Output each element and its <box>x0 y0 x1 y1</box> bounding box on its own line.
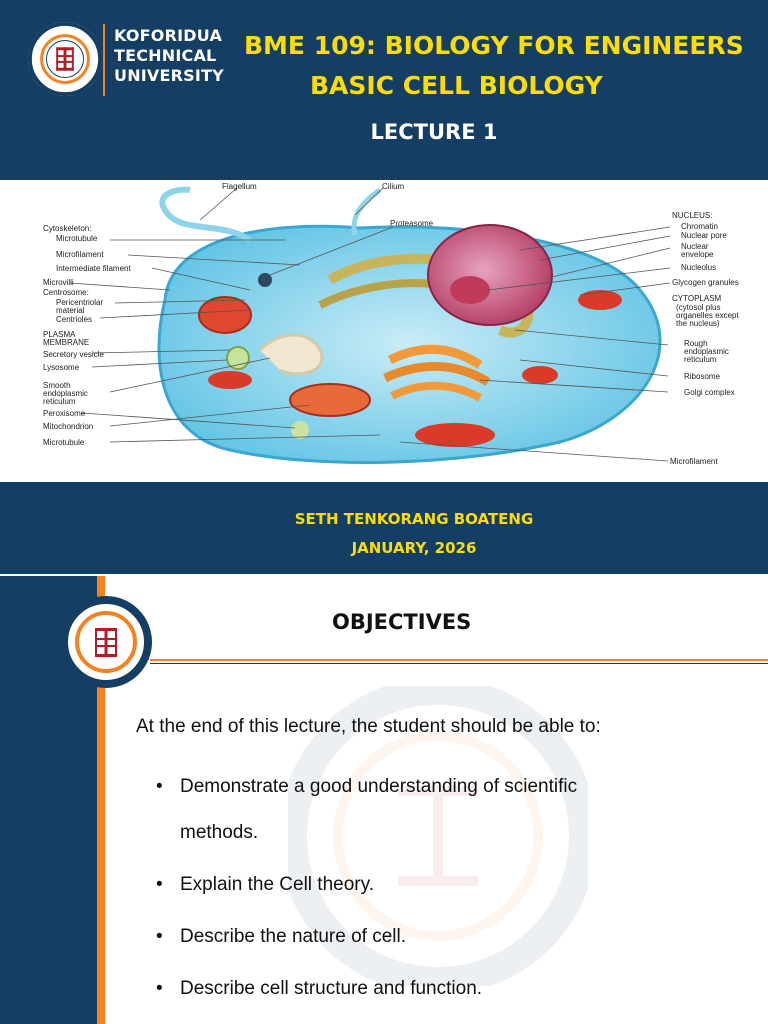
objectives-list <box>156 764 736 1012</box>
mitochondrion <box>522 366 558 384</box>
label-microtubule-bottom: Microtubule <box>43 438 85 447</box>
slide-title: OBJECTIVES <box>332 610 472 634</box>
label-microfilament: Microfilament <box>56 250 104 259</box>
label-rough-er: Rough <box>684 339 708 348</box>
lysosome <box>227 347 249 369</box>
bullet-icon: • <box>156 776 163 797</box>
label-peroxisome: Peroxisome <box>43 409 86 418</box>
list-item <box>156 862 736 908</box>
proteasome <box>258 273 272 287</box>
label-smooth-er: reticulum <box>43 397 76 406</box>
list-item <box>156 966 736 1012</box>
label-centrioles: Centrioles <box>56 315 93 324</box>
mitochondrion <box>290 384 370 416</box>
label-secretory-vesicle: Secretory vesicle <box>43 350 104 359</box>
label-nucleus: NUCLEUS: <box>672 211 713 220</box>
objective-text: Describe the nature of cell. <box>180 926 407 947</box>
course-title-line1: BME 109: BIOLOGY FOR ENGINEERS <box>244 31 744 60</box>
list-item <box>156 914 736 960</box>
bullet-icon: • <box>156 926 163 947</box>
bullet-icon: • <box>156 978 163 999</box>
nucleus <box>428 225 552 325</box>
label-microtubule: Microtubule <box>56 234 98 243</box>
label-mitochondrion: Mitochondrion <box>43 422 94 431</box>
university-seal-icon <box>26 20 104 98</box>
university-name <box>114 26 224 86</box>
label-smooth-er: Smooth <box>43 381 71 390</box>
list-item <box>156 764 736 856</box>
label-chromatin: Chromatin <box>681 222 718 231</box>
bullet-icon: • <box>156 874 163 895</box>
course-title-line2: BASIC CELL BIOLOGY <box>310 71 603 100</box>
label-plasma-membrane: MEMBRANE <box>43 338 90 347</box>
label-cytoplasm: CYTOPLASM <box>672 294 722 303</box>
label-ribosome: Ribosome <box>684 372 721 381</box>
logo-divider <box>103 24 105 96</box>
label-microvilli: Microvilli <box>43 278 74 287</box>
label-nucleolus: Nucleolus <box>681 263 717 272</box>
label-flagellum: Flagellum <box>222 182 257 191</box>
label-rough-er: reticulum <box>684 355 717 364</box>
objective-text: methods. <box>180 822 259 843</box>
university-name-line: TECHNICAL <box>114 46 217 65</box>
animal-cell-diagram <box>0 180 768 482</box>
label-pericentriolar: Pericentriolar <box>56 298 104 307</box>
label-proteasome: Proteasome <box>390 219 434 228</box>
label-glycogen-granules: Glycogen granules <box>672 278 739 287</box>
title-underline-navy <box>150 663 768 664</box>
label-smooth-er: endoplasmic <box>43 389 88 398</box>
mitochondrion <box>199 297 251 333</box>
title-header-band <box>0 0 768 180</box>
university-seal-icon <box>60 596 152 688</box>
label-centrosome: Centrosome: <box>43 288 89 297</box>
label-plasma-membrane: PLASMA <box>43 330 76 339</box>
title-underline-orange <box>150 659 768 661</box>
label-golgi-complex: Golgi complex <box>684 388 735 397</box>
label-nuclear-pore: Nuclear pore <box>681 231 727 240</box>
mitochondrion <box>415 423 495 447</box>
label-pericentriolar: material <box>56 306 85 315</box>
university-name-line: KOFORIDUA <box>114 26 223 45</box>
label-rough-er: endoplasmic <box>684 347 729 356</box>
lecture-date: JANUARY, 2026 <box>351 539 477 557</box>
university-name-line: UNIVERSITY <box>114 66 224 85</box>
label-nuclear-envelope: Nuclear <box>681 242 709 251</box>
mitochondrion <box>208 371 252 389</box>
title-footer-band <box>0 482 768 574</box>
author-name: SETH TENKORANG BOATENG <box>294 510 534 528</box>
mitochondrion <box>578 290 622 310</box>
label-cytoplasm-note: organelles except <box>676 311 739 320</box>
label-cytoplasm-note: (cytosol plus <box>676 303 721 312</box>
objectives-intro: At the end of this lecture, the student should be able to: <box>136 716 601 737</box>
label-lysosome: Lysosome <box>43 363 80 372</box>
objective-text: Demonstrate a good understanding of scientific <box>180 776 578 797</box>
label-cilium: Cilium <box>382 182 405 191</box>
label-cytoskeleton: Cytoskeleton: <box>43 224 92 233</box>
lecture-number: LECTURE 1 <box>370 120 498 144</box>
objectives-slide <box>0 576 768 1024</box>
label-cytoplasm-note: the nucleus) <box>676 319 720 328</box>
objective-text: Describe cell structure and function. <box>180 978 483 999</box>
objective-text: Explain the Cell theory. <box>180 874 374 895</box>
label-intermediate-filament: Intermediate filament <box>56 264 131 273</box>
nucleolus <box>450 276 490 304</box>
peroxisome <box>291 421 309 439</box>
label-microfilament-bottom: Microfilament <box>670 457 718 466</box>
label-nuclear-envelope: envelope <box>681 250 714 259</box>
